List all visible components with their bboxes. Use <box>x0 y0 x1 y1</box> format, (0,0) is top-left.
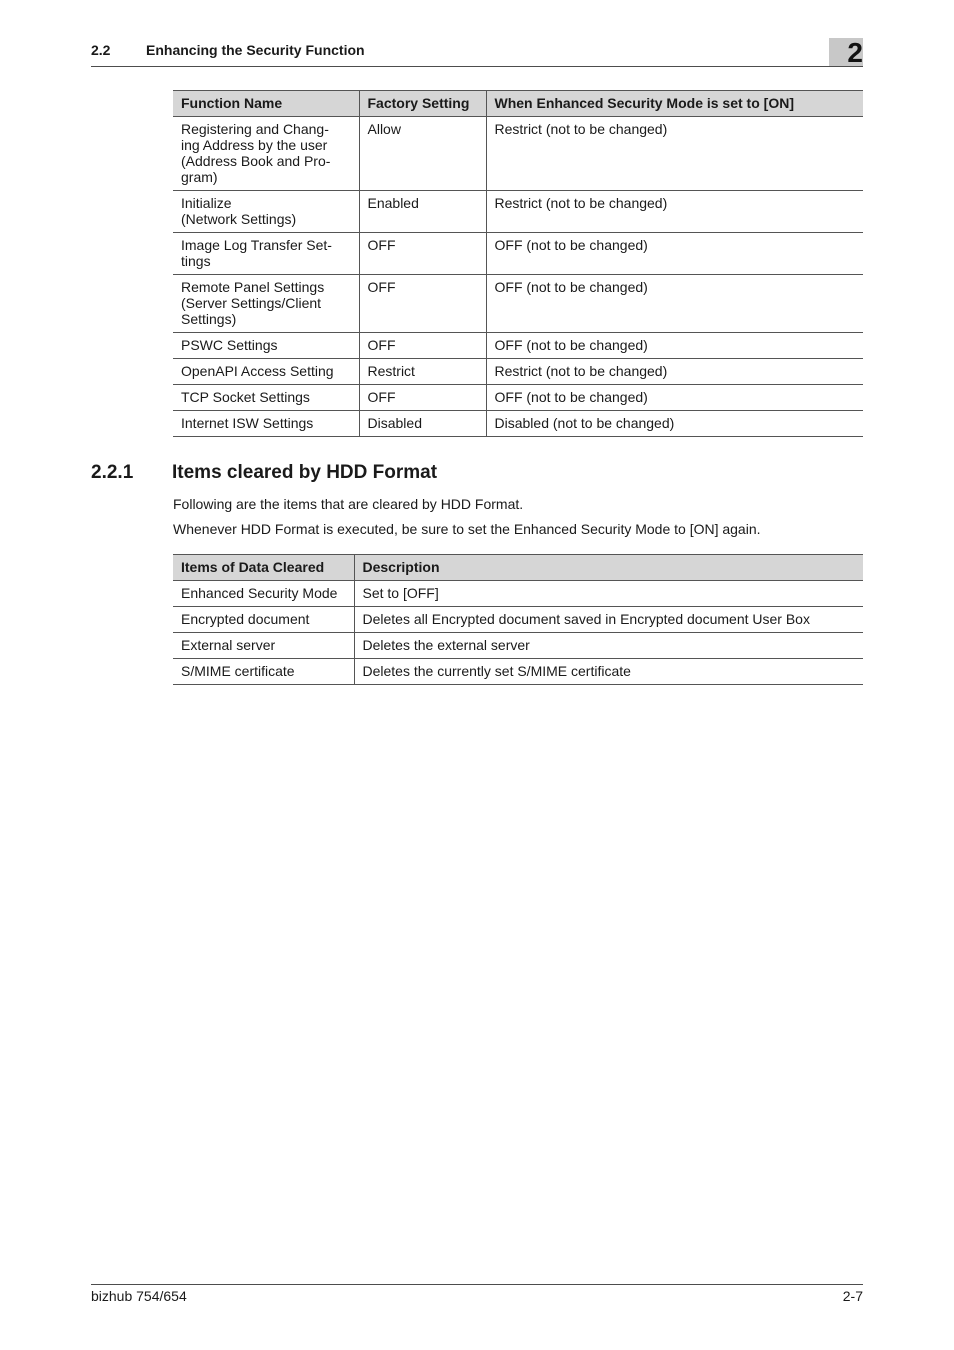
footer-product-name: bizhub 754/654 <box>91 1288 187 1304</box>
item-cell: S/MIME certificate <box>173 659 354 685</box>
cleared-items-table <box>173 554 863 685</box>
column-header-factory-setting: Factory Setting <box>359 91 486 117</box>
factory-setting-cell: Allow <box>359 117 486 191</box>
function-name-cell: Initialize (Network Settings) <box>173 191 359 233</box>
table-row <box>173 359 863 385</box>
column-header-items-cleared: Items of Data Cleared <box>173 555 354 581</box>
enhanced-mode-cell: OFF (not to be changed) <box>486 385 863 411</box>
item-cell: Encrypted document <box>173 607 354 633</box>
function-name-cell: Image Log Transfer Set- tings <box>173 233 359 275</box>
factory-setting-cell: OFF <box>359 275 486 333</box>
factory-setting-cell: OFF <box>359 385 486 411</box>
security-settings-table <box>173 90 863 437</box>
table-header-row <box>173 91 863 117</box>
item-cell: Enhanced Security Mode <box>173 581 354 607</box>
note-paragraph: Whenever HDD Format is executed, be sure to set the Enhanced Security Mode to [ON] again. <box>173 521 761 537</box>
table-row <box>173 233 863 275</box>
enhanced-mode-cell: Restrict (not to be changed) <box>486 117 863 191</box>
enhanced-mode-cell: Restrict (not to be changed) <box>486 359 863 385</box>
table-row <box>173 633 863 659</box>
table-row <box>173 411 863 437</box>
intro-paragraph: Following are the items that are cleared by HDD Format. <box>173 496 524 512</box>
enhanced-mode-cell: OFF (not to be changed) <box>486 233 863 275</box>
column-header-function-name: Function Name <box>173 91 359 117</box>
function-name-cell: PSWC Settings <box>173 333 359 359</box>
column-header-enhanced-mode: When Enhanced Security Mode is set to [ON] <box>486 91 863 117</box>
factory-setting-cell: Disabled <box>359 411 486 437</box>
function-name-cell: OpenAPI Access Setting <box>173 359 359 385</box>
chapter-number: 2 <box>847 37 863 68</box>
enhanced-mode-cell: Restrict (not to be changed) <box>486 191 863 233</box>
section-heading <box>91 462 437 484</box>
table-row <box>173 385 863 411</box>
function-name-cell: Registering and Chang- ing Address by the user (Address Book and Pro- gram) <box>173 117 359 191</box>
description-cell: Set to [OFF] <box>354 581 863 607</box>
function-name-cell: Remote Panel Settings (Server Settings/Client Settings) <box>173 275 359 333</box>
factory-setting-cell: Enabled <box>359 191 486 233</box>
table-row <box>173 333 863 359</box>
section-number: 2.2.1 <box>91 462 134 483</box>
table-row <box>173 117 863 191</box>
table-row <box>173 607 863 633</box>
factory-setting-cell: OFF <box>359 233 486 275</box>
item-cell: External server <box>173 633 354 659</box>
description-cell: Deletes the external server <box>354 633 863 659</box>
column-header-description: Description <box>354 555 863 581</box>
footer-page-number: 2-7 <box>842 1288 863 1304</box>
table-row <box>173 191 863 233</box>
table-row <box>173 581 863 607</box>
table-row <box>173 275 863 333</box>
header-section-number: 2.2 <box>91 42 111 58</box>
table-row <box>173 659 863 685</box>
description-cell: Deletes the currently set S/MIME certificate <box>354 659 863 685</box>
function-name-cell: TCP Socket Settings <box>173 385 359 411</box>
page-footer <box>91 1284 863 1304</box>
function-name-cell: Internet ISW Settings <box>173 411 359 437</box>
page-header <box>91 38 863 67</box>
description-cell: Deletes all Encrypted document saved in Encrypted document User Box <box>354 607 863 633</box>
header-section-title: Enhancing the Security Function <box>146 42 365 58</box>
chapter-tab <box>829 38 863 66</box>
table-header-row <box>173 555 863 581</box>
section-title: Items cleared by HDD Format <box>172 462 438 483</box>
factory-setting-cell: Restrict <box>359 359 486 385</box>
enhanced-mode-cell: OFF (not to be changed) <box>486 333 863 359</box>
enhanced-mode-cell: OFF (not to be changed) <box>486 275 863 333</box>
enhanced-mode-cell: Disabled (not to be changed) <box>486 411 863 437</box>
factory-setting-cell: OFF <box>359 333 486 359</box>
